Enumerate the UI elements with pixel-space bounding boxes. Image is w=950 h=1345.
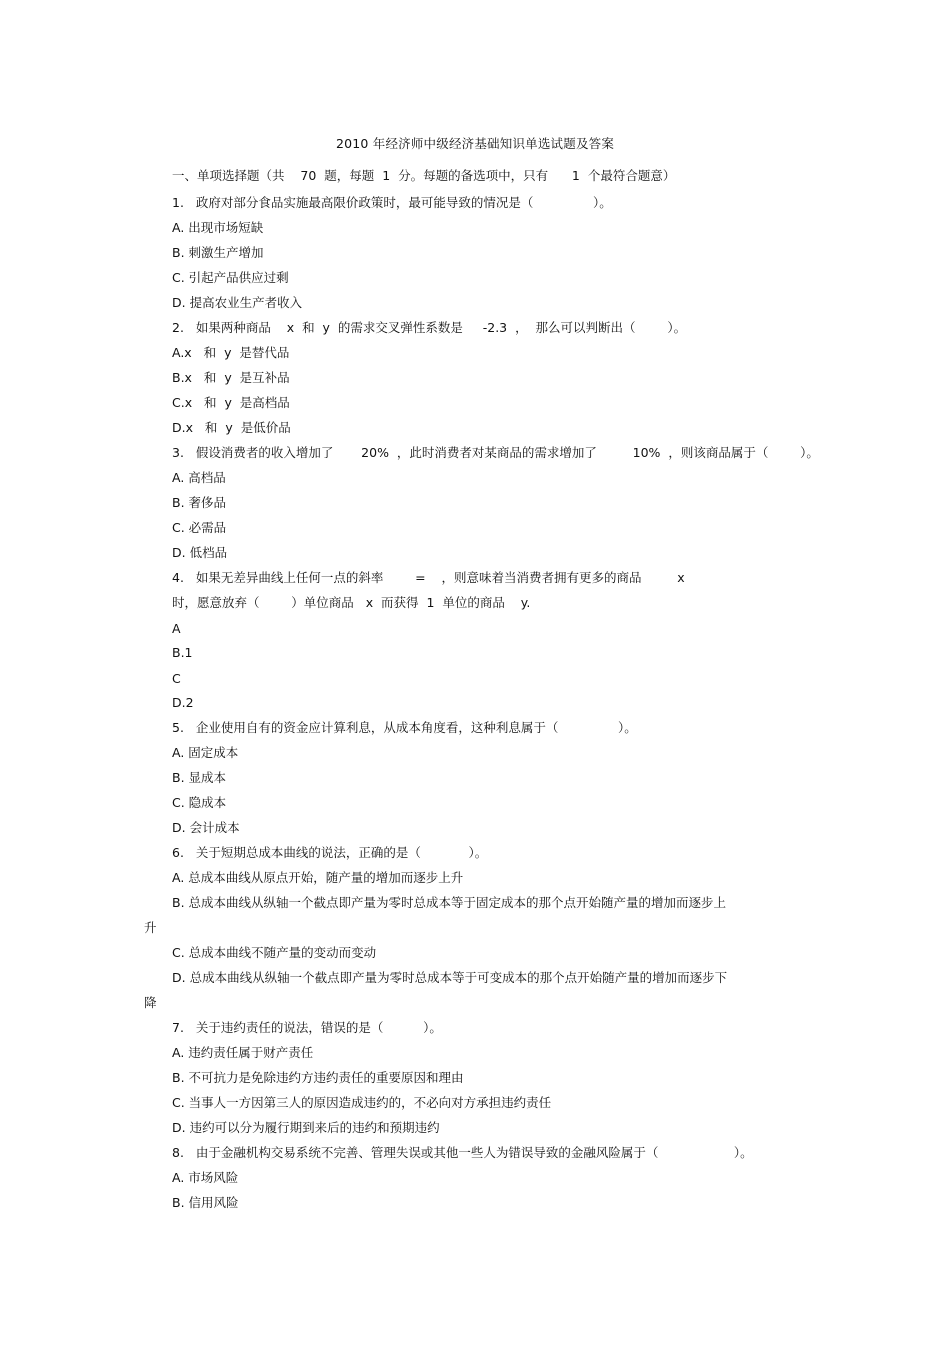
text-line: 8. 由于金融机构交易系统不完善、管理失误或其他一些人为错误导致的金融风险属于（ ）。 — [172, 1145, 753, 1160]
text-line: C — [172, 671, 181, 686]
text-line: B. 刺激生产增加 — [172, 245, 264, 260]
text-line: 降 — [144, 995, 157, 1010]
text-line: A. 市场风险 — [172, 1170, 239, 1185]
text-line: C. 引起产品供应过剩 — [172, 270, 289, 285]
text-line: 1. 政府对部分食品实施最高限价政策时，最可能导致的情况是（ ）。 — [172, 195, 612, 210]
text-line: A. 总成本曲线从原点开始，随产量的增加而逐步上升 — [172, 870, 464, 885]
text-line: B. 信用风险 — [172, 1195, 239, 1210]
text-line: A. 固定成本 — [172, 745, 239, 760]
text-line: D. 提高农业生产者收入 — [172, 295, 303, 310]
text-line: 6. 关于短期总成本曲线的说法，正确的是（ ）。 — [172, 845, 488, 860]
text-line: 升 — [144, 920, 157, 935]
text-line: D. 低档品 — [172, 545, 228, 560]
text-line: D. 总成本曲线从纵轴一个截点即产量为零时总成本等于可变成本的那个点开始随产量的增加而逐步下 — [172, 970, 728, 985]
text-line: D. 违约可以分为履行期到来后的违约和预期违约 — [172, 1120, 440, 1135]
text-line: 时，愿意放弃（ ）单位商品 x 而获得 1 单位的商品 y. — [172, 595, 531, 610]
text-line: B. 奢侈品 — [172, 495, 227, 510]
text-line: 一、单项选择题（共 70 题，每题 1 分。每题的备选项中，只有 1 个最符合题意） — [172, 168, 676, 183]
text-line: B.1 — [172, 645, 193, 660]
text-line: B. 显成本 — [172, 770, 227, 785]
text-line: 4. 如果无差异曲线上任何一点的斜率 = ，则意味着当消费者拥有更多的商品 x — [172, 570, 685, 585]
text-line: A — [172, 621, 181, 636]
text-line: C. 总成本曲线不随产量的变动而变动 — [172, 945, 377, 960]
text-line: A.x 和 y 是替代品 — [172, 345, 290, 360]
text-line: C.x 和 y 是高档品 — [172, 395, 290, 410]
text-line: B. 总成本曲线从纵轴一个截点即产量为零时总成本等于固定成本的那个点开始随产量的增加而逐步上 — [172, 895, 727, 910]
text-line: B. 不可抗力是免除违约方违约责任的重要原因和理由 — [172, 1070, 464, 1085]
text-line: D. 会计成本 — [172, 820, 240, 835]
text-line: C. 必需品 — [172, 520, 227, 535]
text-line: A. 违约责任属于财产责任 — [172, 1045, 314, 1060]
text-line: D.x 和 y 是低价品 — [172, 420, 291, 435]
text-line: 7. 关于违约责任的说法，错误的是（ ）。 — [172, 1020, 442, 1035]
text-line: D.2 — [172, 695, 194, 710]
text-line: C. 隐成本 — [172, 795, 227, 810]
text-line: 5. 企业使用自有的资金应计算利息，从成本角度看，这种利息属于（ ）。 — [172, 720, 637, 735]
text-line: 2. 如果两种商品 x 和 y 的需求交叉弹性系数是 -2.3 ， 那么可以判断出（ ）。 — [172, 320, 687, 335]
text-line: C. 当事人一方因第三人的原因造成违约的，不必向对方承担违约责任 — [172, 1095, 552, 1110]
text-line: A. 出现市场短缺 — [172, 220, 264, 235]
text-line: A. 高档品 — [172, 470, 226, 485]
page-title: 2010 年经济师中级经济基础知识单选试题及答案 — [335, 136, 615, 151]
text-line: 3. 假设消费者的收入增加了 20% ，此时消费者对某商品的需求增加了 10% ，则该商品属于（ ）。 — [172, 445, 819, 460]
text-line: B.x 和 y 是互补品 — [172, 370, 290, 385]
